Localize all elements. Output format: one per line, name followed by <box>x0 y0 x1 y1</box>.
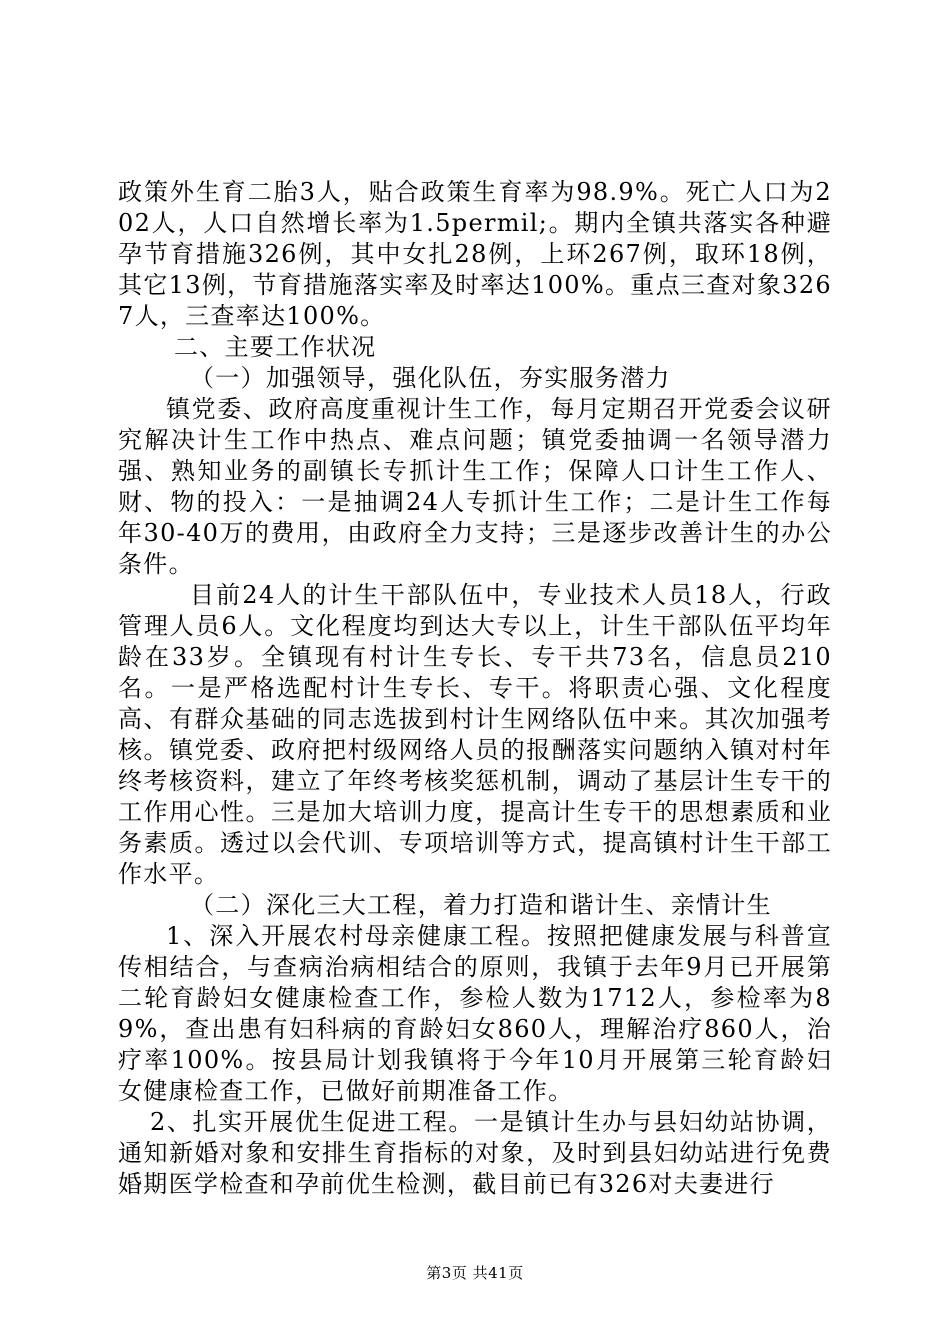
paragraph-mother-health: 1、深入开展农村母亲健康工程。按照把健康发展与科普宣传相结合，与查病治病相结合的原则，我镇于去年9月已开展第二轮育龄妇女健康检查工作，参检人数为1712人，参检率为89%，查出患有妇科病的育龄妇女860人，理解治疗860人，治疗率100%。按县局计划我镇将于今年10月开展第三轮育龄妇女健康检查工作，已做好前期准备工作。 <box>118 922 832 1105</box>
paragraph-eugenics: 2、扎实开展优生促进工程。一是镇计生办与县妇幼站协调，通知新婚对象和安排生育指标的对象，及时到县妇幼站进行免费婚期医学检查和孕前优生检测，截目前已有326对夫妻进行 <box>118 1108 832 1198</box>
subsection-heading-three-projects: （二）深化三大工程，着力打造和谐计生、亲情计生 <box>190 891 772 919</box>
subsection-heading-leadership: （一）加强领导，强化队伍，夯实服务潜力 <box>190 364 671 392</box>
section-heading-main-work: 二、主要工作状况 <box>174 333 377 361</box>
paragraph-party-committee: 镇党委、政府高度重视计生工作，每月定期召开党委会议研究解决计生工作中热点、难点问题；镇党委抽调一名领导潜力强、熟知业务的副镇长专抓计生工作；保障人口计生工作人、财、物的投入：一是抽调24人专抓计生工作；二是计生工作每年30-40万的费用，由政府全力支持；三是逐步改善计生的办公条件。 <box>118 395 832 578</box>
page-number-footer: 第3页 共41页 <box>426 1264 524 1282</box>
paragraph-staff-team: 目前24人的计生干部队伍中，专业技术人员18人，行政管理人员6人。文化程度均到达大专以上，计生干部队伍平均年龄在33岁。全镇现有村计生专长、专干共73名，信息员210名。一是严格选配村计生专长、专干。将职责心强、文化程度高、有群众基础的同志选拔到村计生网络队伍中来。其次加强考核。镇党委、政府把村级网络人员的报酬落实问题纳入镇对村年终考核资料，建立了年终考核奖惩机制，调动了基层计生专干的工作用心性。三是加大培训力度，提高计生专干的思想素质和业务素质。透过以会代训、专项培训等方式，提高镇村计生干部工作水平。 <box>118 581 832 888</box>
document-body <box>118 177 832 1200</box>
paragraph-statistics: 政策外生育二胎3人，贴合政策生育率为98.9%。死亡人口为202人，人口自然增长率为1.5permil;。期内全镇共落实各种避孕节育措施326例，其中女扎28例，上环267例，取环18例，其它13例，节育措施落实率及时率达100%。重点三查对象3267人，三查率达100%。 <box>118 178 832 330</box>
